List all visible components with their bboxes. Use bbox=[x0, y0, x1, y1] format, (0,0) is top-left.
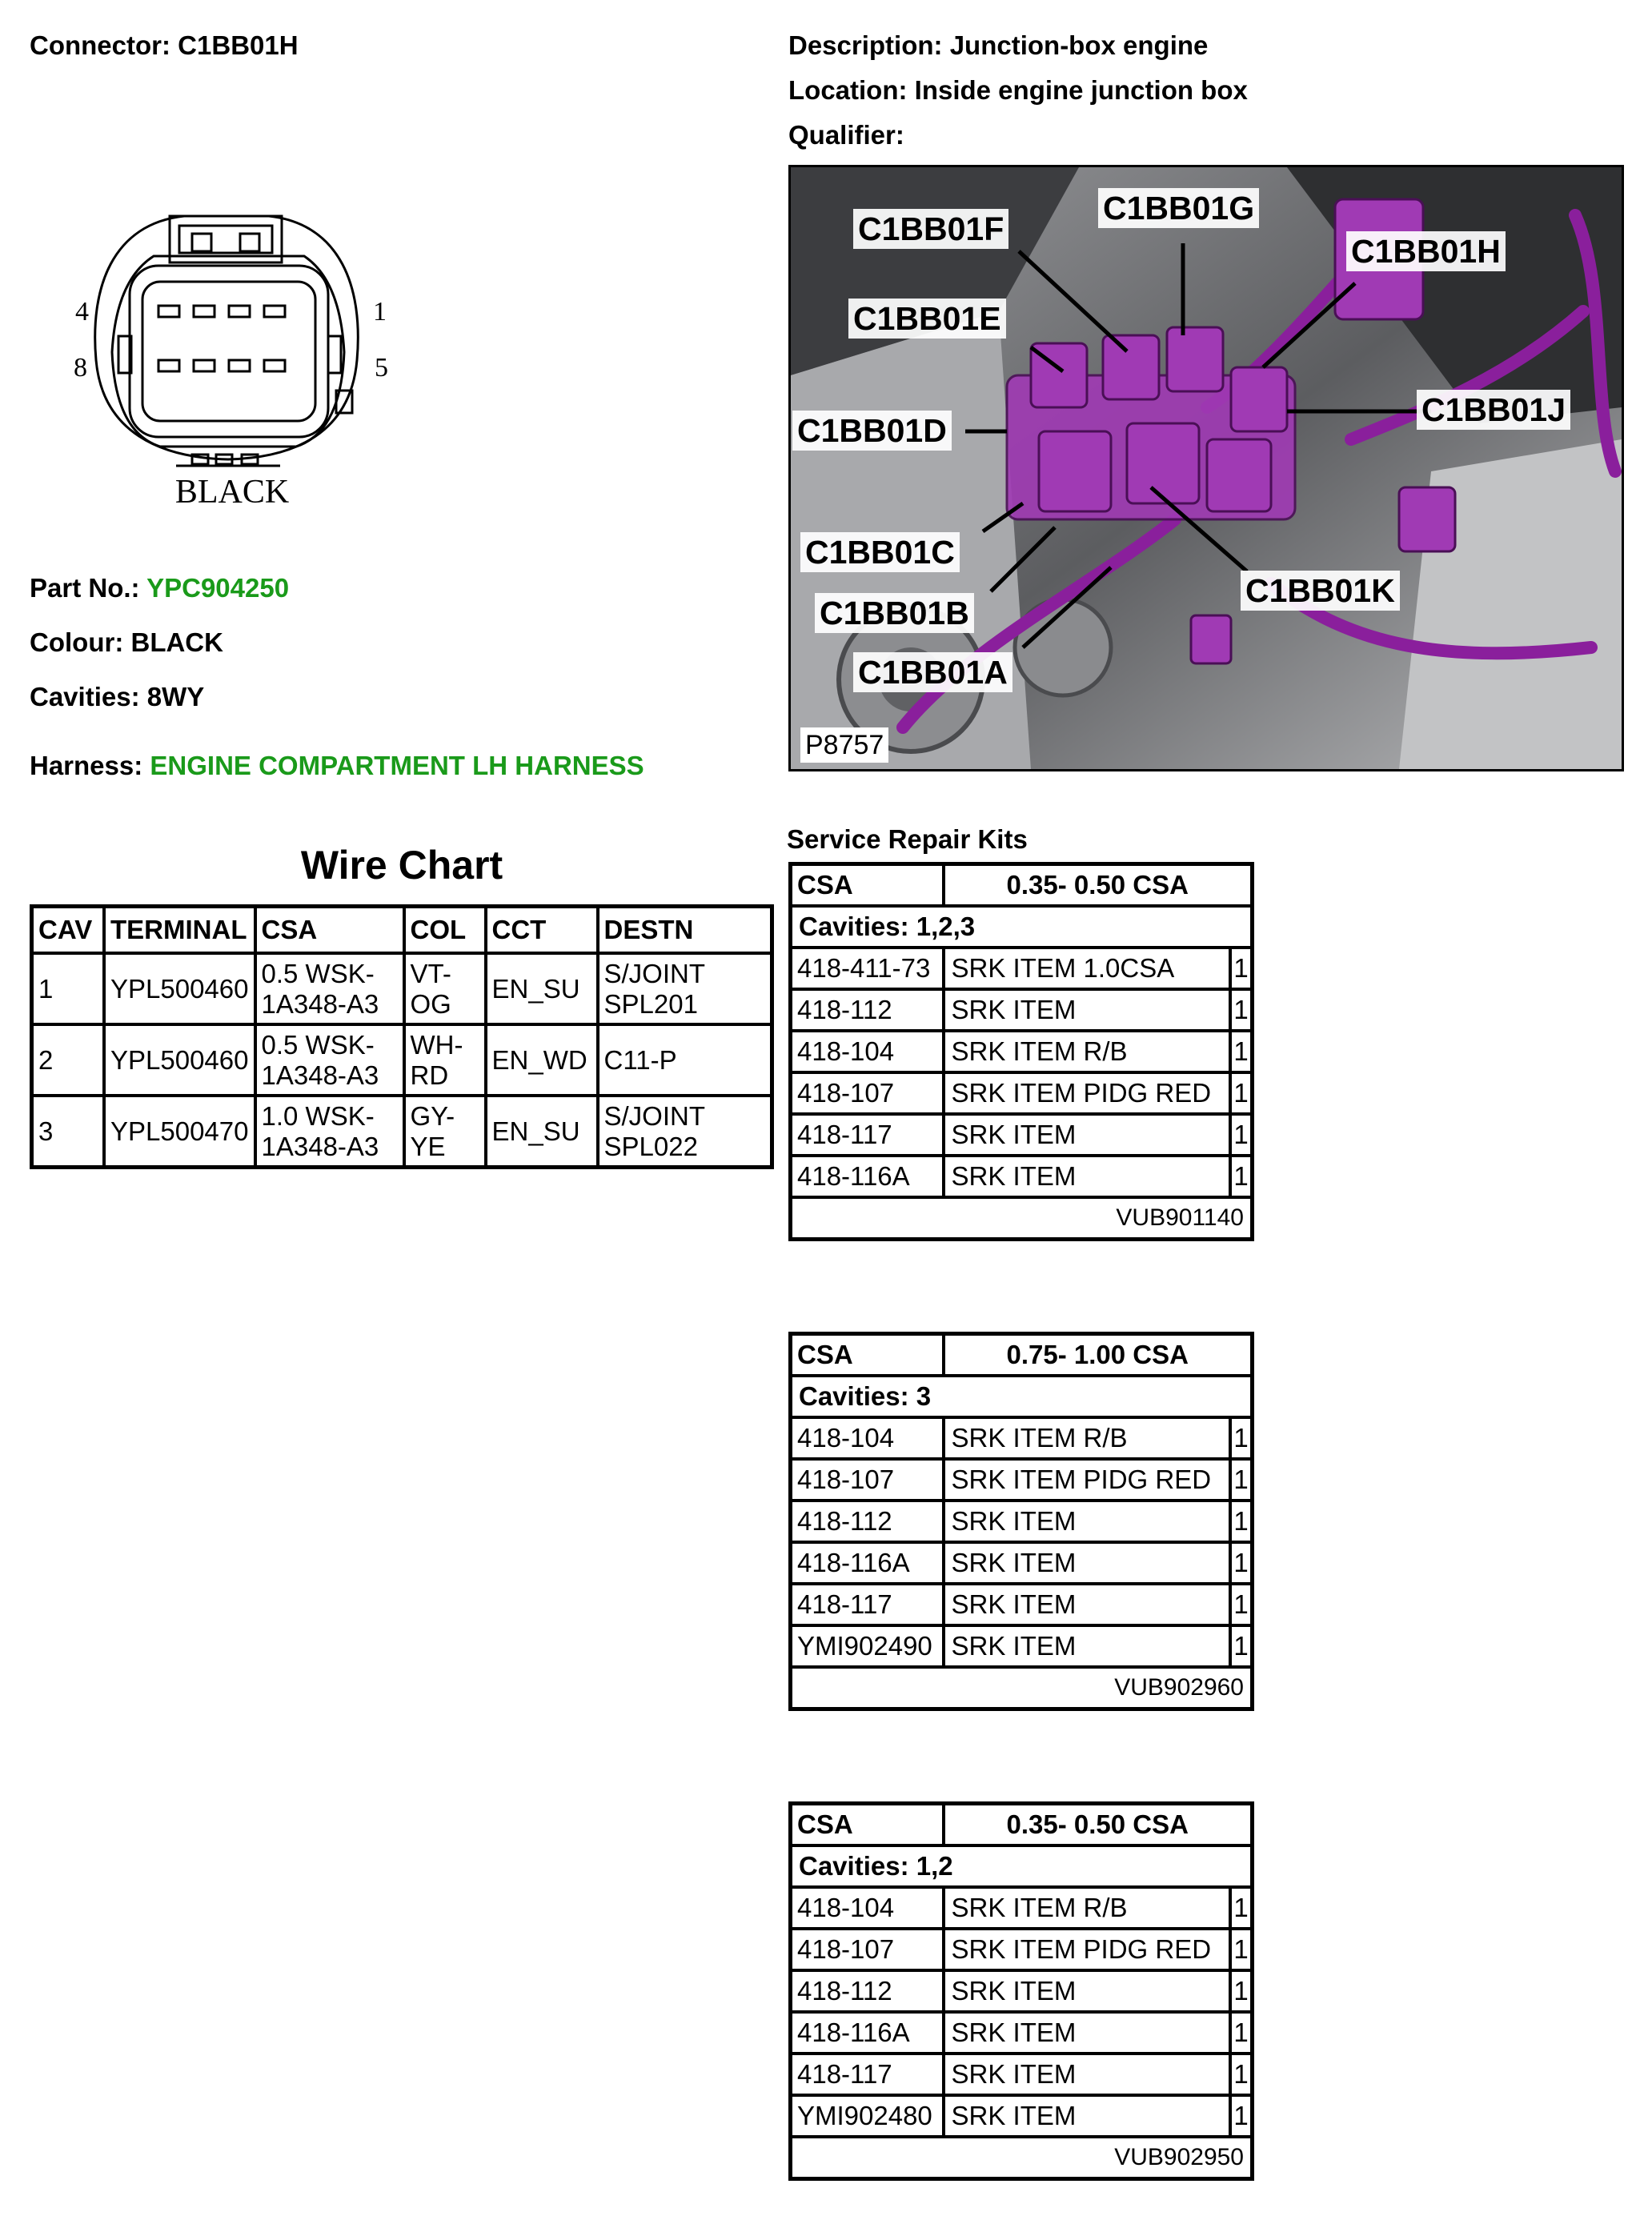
qualifier-line bbox=[788, 120, 904, 150]
kit-item-name: SRK ITEM bbox=[944, 1970, 1230, 2012]
col-line-1: WH- bbox=[410, 1029, 463, 1060]
kit-item-name: SRK ITEM R/B bbox=[944, 1031, 1230, 1072]
kit-item-qty: 1 bbox=[1230, 1072, 1253, 1114]
kit-item-pn: 418-116A bbox=[791, 1156, 944, 1197]
col-cell bbox=[404, 1096, 486, 1168]
kit-footer-row bbox=[791, 2137, 1253, 2179]
service-repair-kits-title: Service Repair Kits bbox=[787, 824, 1028, 854]
list-item bbox=[791, 1156, 1253, 1197]
destn-line-2: SPL201 bbox=[603, 988, 698, 1019]
pin-label-5: 5 bbox=[375, 353, 388, 383]
csa-line-2: 1A348-A3 bbox=[261, 1060, 379, 1090]
description-line bbox=[788, 30, 1208, 61]
callout-c1bb01k: C1BB01K bbox=[1241, 571, 1400, 611]
kit-item-qty: 1 bbox=[1230, 1114, 1253, 1156]
list-item bbox=[791, 1501, 1253, 1542]
kit-number: VUB901140 bbox=[791, 1197, 1253, 1240]
header-terminal: TERMINAL bbox=[104, 907, 255, 954]
kit-item-pn: 418-117 bbox=[791, 1114, 944, 1156]
kit-item-qty: 1 bbox=[1230, 1625, 1253, 1667]
kit-csa-label: CSA bbox=[791, 1804, 944, 1846]
col-line-1: VT- bbox=[410, 958, 451, 988]
cct-cell: EN_WD bbox=[486, 1024, 598, 1096]
list-item bbox=[791, 989, 1253, 1031]
callout-c1bb01d: C1BB01D bbox=[792, 411, 952, 451]
harness-line bbox=[30, 751, 644, 781]
callout-c1bb01a: C1BB01A bbox=[853, 652, 1012, 692]
description-value: Junction-box engine bbox=[949, 30, 1209, 60]
destn-line-1: C11-P bbox=[603, 1044, 677, 1075]
list-item bbox=[791, 2012, 1253, 2054]
kit-item-qty: 1 bbox=[1230, 1417, 1253, 1459]
kit-footer-row bbox=[791, 1197, 1253, 1240]
col-line-2: RD bbox=[410, 1060, 449, 1090]
cct-cell: EN_SU bbox=[486, 953, 598, 1024]
list-item bbox=[791, 1625, 1253, 1667]
kit-number: VUB902950 bbox=[791, 2137, 1253, 2179]
header-destn: DESTN bbox=[598, 907, 772, 954]
csa-cell bbox=[255, 953, 404, 1024]
list-item bbox=[791, 1114, 1253, 1156]
part-no-label: Part No.: bbox=[30, 573, 140, 603]
pin-label-4: 4 bbox=[75, 297, 89, 327]
wire-chart-header-row bbox=[32, 907, 772, 954]
cav-cell: 3 bbox=[32, 1096, 105, 1168]
kit-item-qty: 1 bbox=[1230, 2012, 1253, 2054]
destn-cell bbox=[598, 1024, 772, 1096]
callout-c1bb01c: C1BB01C bbox=[800, 532, 960, 572]
list-item bbox=[791, 1459, 1253, 1501]
col-cell bbox=[404, 1024, 486, 1096]
kit-cavities-row bbox=[791, 906, 1253, 948]
kit-item-pn: 418-117 bbox=[791, 1584, 944, 1625]
callout-c1bb01e: C1BB01E bbox=[848, 299, 1006, 339]
header-csa: CSA bbox=[255, 907, 404, 954]
colour-line bbox=[30, 627, 223, 658]
csa-line-1: 0.5 WSK- bbox=[261, 958, 375, 988]
kit-item-name: SRK ITEM bbox=[944, 1625, 1230, 1667]
csa-line-1: 1.0 WSK- bbox=[261, 1100, 375, 1131]
header-cav: CAV bbox=[32, 907, 105, 954]
table-row bbox=[32, 953, 772, 1024]
kit-item-name: SRK ITEM PIDG RED bbox=[944, 1929, 1230, 1970]
kit-item-qty: 1 bbox=[1230, 1929, 1253, 1970]
callout-c1bb01f: C1BB01F bbox=[853, 209, 1008, 249]
kit-item-pn: 418-116A bbox=[791, 2012, 944, 2054]
harness-label: Harness: bbox=[30, 751, 143, 780]
csa-cell bbox=[255, 1024, 404, 1096]
kit-header-row bbox=[791, 864, 1253, 907]
kit-item-pn: 418-107 bbox=[791, 1072, 944, 1114]
photo-ref: P8757 bbox=[800, 727, 888, 763]
table-row bbox=[32, 1096, 772, 1168]
connector-face-diagram bbox=[64, 192, 416, 528]
callout-c1bb01b: C1BB01B bbox=[815, 593, 974, 633]
list-item bbox=[791, 1417, 1253, 1459]
kit-csa-value: 0.35- 0.50 CSA bbox=[944, 1804, 1253, 1846]
cavities-line bbox=[30, 682, 204, 712]
kit-item-pn: 418-411-73 bbox=[791, 948, 944, 989]
harness-value: ENGINE COMPARTMENT LH HARNESS bbox=[150, 751, 644, 780]
col-line-1: GY- bbox=[410, 1100, 455, 1131]
kit-item-qty: 1 bbox=[1230, 2095, 1253, 2137]
kit-item-name: SRK ITEM 1.0CSA bbox=[944, 948, 1230, 989]
connector-value: C1BB01H bbox=[178, 30, 299, 60]
kit-item-name: SRK ITEM R/B bbox=[944, 1417, 1230, 1459]
cav-cell: 1 bbox=[32, 953, 105, 1024]
kit-item-qty: 1 bbox=[1230, 1459, 1253, 1501]
pin-label-1: 1 bbox=[373, 297, 387, 327]
col-line-2: YE bbox=[410, 1131, 446, 1161]
terminal-cell: YPL500460 bbox=[104, 953, 255, 1024]
repair-kit-table-2 bbox=[788, 1332, 1254, 1711]
kit-item-name: SRK ITEM bbox=[944, 1156, 1230, 1197]
kit-csa-label: CSA bbox=[791, 864, 944, 907]
destn-line-1: S/JOINT bbox=[603, 1100, 706, 1131]
list-item bbox=[791, 1031, 1253, 1072]
part-no-line bbox=[30, 573, 289, 603]
destn-line-1: S/JOINT bbox=[603, 958, 706, 988]
kit-item-pn: 418-104 bbox=[791, 1417, 944, 1459]
kit-item-qty: 1 bbox=[1230, 948, 1253, 989]
kit-item-name: SRK ITEM bbox=[944, 1114, 1230, 1156]
list-item bbox=[791, 1584, 1253, 1625]
repair-kit-table-1 bbox=[788, 862, 1254, 1241]
wire-chart-table bbox=[30, 904, 774, 1169]
terminal-cell: YPL500460 bbox=[104, 1024, 255, 1096]
callout-c1bb01j: C1BB01J bbox=[1417, 390, 1570, 430]
part-no-value: YPC904250 bbox=[146, 573, 290, 603]
kit-item-name: SRK ITEM bbox=[944, 1501, 1230, 1542]
kit-cavities-row bbox=[791, 1845, 1253, 1887]
kit-footer-row bbox=[791, 1667, 1253, 1709]
kit-header-row bbox=[791, 1334, 1253, 1376]
colour-label: Colour: bbox=[30, 627, 124, 657]
kit-item-qty: 1 bbox=[1230, 1542, 1253, 1584]
header-col: COL bbox=[404, 907, 486, 954]
col-line-2: OG bbox=[410, 988, 451, 1019]
list-item bbox=[791, 1970, 1253, 2012]
kit-item-name: SRK ITEM bbox=[944, 2012, 1230, 2054]
kit-csa-value: 0.75- 1.00 CSA bbox=[944, 1334, 1253, 1376]
kit-item-pn: 418-112 bbox=[791, 1970, 944, 2012]
kit-item-pn: 418-104 bbox=[791, 1887, 944, 1929]
list-item bbox=[791, 2095, 1253, 2137]
kit-item-qty: 1 bbox=[1230, 1584, 1253, 1625]
connector-label: Connector: bbox=[30, 30, 170, 60]
location-photo bbox=[788, 165, 1624, 771]
csa-line-1: 0.5 WSK- bbox=[261, 1029, 375, 1060]
csa-line-2: 1A348-A3 bbox=[261, 988, 379, 1019]
kit-item-qty: 1 bbox=[1230, 2054, 1253, 2095]
header-cct: CCT bbox=[486, 907, 598, 954]
csa-line-2: 1A348-A3 bbox=[261, 1131, 379, 1161]
kit-cavities-row bbox=[791, 1376, 1253, 1417]
cav-cell: 2 bbox=[32, 1024, 105, 1096]
kit-item-qty: 1 bbox=[1230, 1887, 1253, 1929]
kit-item-name: SRK ITEM PIDG RED bbox=[944, 1459, 1230, 1501]
kit-item-name: SRK ITEM bbox=[944, 2095, 1230, 2137]
kit-item-pn: 418-107 bbox=[791, 1929, 944, 1970]
kit-item-name: SRK ITEM PIDG RED bbox=[944, 1072, 1230, 1114]
destn-line-2: SPL022 bbox=[603, 1131, 698, 1161]
destn-cell bbox=[598, 1096, 772, 1168]
terminal-cell: YPL500470 bbox=[104, 1096, 255, 1168]
repair-kit-table-3 bbox=[788, 1801, 1254, 2181]
list-item bbox=[791, 1887, 1253, 1929]
kit-item-qty: 1 bbox=[1230, 989, 1253, 1031]
kit-item-name: SRK ITEM R/B bbox=[944, 1887, 1230, 1929]
location-value: Inside engine junction box bbox=[914, 75, 1248, 105]
table-row bbox=[32, 1024, 772, 1096]
list-item bbox=[791, 1542, 1253, 1584]
cavities-label: Cavities: bbox=[30, 682, 140, 711]
kit-item-pn: YMI902490 bbox=[791, 1625, 944, 1667]
list-item bbox=[791, 1929, 1253, 1970]
location-label: Location: bbox=[788, 75, 908, 105]
kit-item-qty: 1 bbox=[1230, 1501, 1253, 1542]
kit-item-name: SRK ITEM bbox=[944, 989, 1230, 1031]
description-label: Description: bbox=[788, 30, 943, 60]
location-line bbox=[788, 75, 1248, 106]
destn-cell bbox=[598, 953, 772, 1024]
kit-header-row bbox=[791, 1804, 1253, 1846]
connector-line bbox=[30, 30, 299, 61]
list-item bbox=[791, 1072, 1253, 1114]
kit-csa-value: 0.35- 0.50 CSA bbox=[944, 864, 1253, 907]
kit-number: VUB902960 bbox=[791, 1667, 1253, 1709]
col-cell bbox=[404, 953, 486, 1024]
cct-cell: EN_SU bbox=[486, 1096, 598, 1168]
list-item bbox=[791, 2054, 1253, 2095]
kit-cavities: Cavities: 3 bbox=[791, 1376, 1253, 1417]
drawing-colour-label: BLACK bbox=[174, 474, 290, 511]
cavities-value: 8WY bbox=[146, 682, 205, 711]
kit-item-name: SRK ITEM bbox=[944, 1584, 1230, 1625]
kit-cavities: Cavities: 1,2 bbox=[791, 1845, 1253, 1887]
kit-item-name: SRK ITEM bbox=[944, 1542, 1230, 1584]
kit-item-pn: 418-107 bbox=[791, 1459, 944, 1501]
list-item bbox=[791, 948, 1253, 989]
kit-csa-label: CSA bbox=[791, 1334, 944, 1376]
kit-item-qty: 1 bbox=[1230, 1156, 1253, 1197]
qualifier-label: Qualifier: bbox=[788, 120, 904, 150]
callout-c1bb01h: C1BB01H bbox=[1346, 231, 1506, 271]
wire-chart-title: Wire Chart bbox=[300, 843, 503, 888]
colour-value: BLACK bbox=[130, 627, 223, 657]
csa-cell bbox=[255, 1096, 404, 1168]
kit-item-pn: YMI902480 bbox=[791, 2095, 944, 2137]
kit-item-pn: 418-112 bbox=[791, 1501, 944, 1542]
kit-item-name: SRK ITEM bbox=[944, 2054, 1230, 2095]
kit-item-qty: 1 bbox=[1230, 1970, 1253, 2012]
kit-item-pn: 418-116A bbox=[791, 1542, 944, 1584]
pin-label-8: 8 bbox=[74, 353, 87, 383]
kit-cavities: Cavities: 1,2,3 bbox=[791, 906, 1253, 948]
callout-c1bb01g: C1BB01G bbox=[1098, 188, 1259, 228]
kit-item-qty: 1 bbox=[1230, 1031, 1253, 1072]
kit-item-pn: 418-112 bbox=[791, 989, 944, 1031]
kit-item-pn: 418-104 bbox=[791, 1031, 944, 1072]
kit-item-pn: 418-117 bbox=[791, 2054, 944, 2095]
